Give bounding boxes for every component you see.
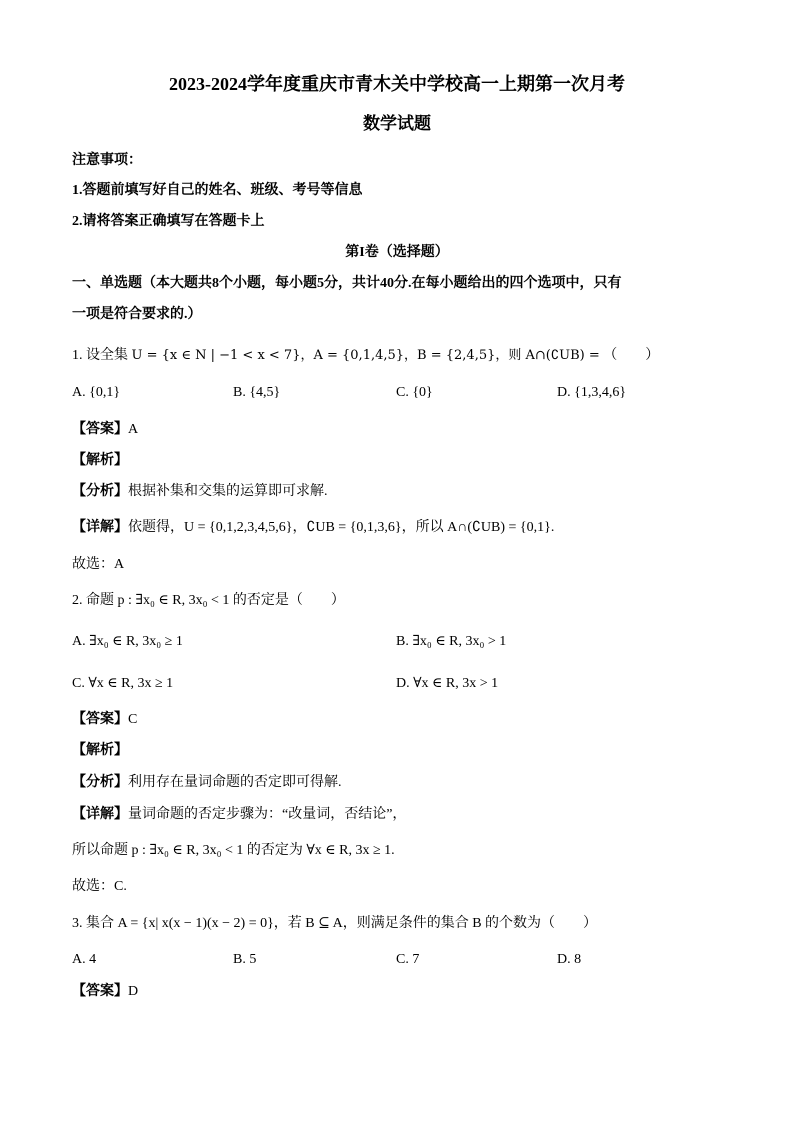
q1-option-b: B. {4,5} xyxy=(233,385,281,400)
page-title: 2023-2024学年度重庆市青木关中学校高一上期第一次月考 xyxy=(169,74,625,94)
fenxi-tag: 【分析】 xyxy=(72,484,128,499)
q1-option-c: C. {0} xyxy=(396,385,433,400)
q1-analysis-tag: 【解析】 xyxy=(72,453,128,468)
q1-fenxi xyxy=(72,482,328,502)
q2-fenxi-text: 利用存在量词命题的否定即可得解. xyxy=(128,775,342,790)
q2-choose: 故选：C. xyxy=(72,879,127,894)
q2-option-c: C. ∀x ∈ R, 3x ≥ 1 xyxy=(72,676,174,691)
fenxi-tag: 【分析】 xyxy=(72,775,128,790)
q1-choose: 故选：A xyxy=(72,557,125,572)
q2-analysis-tag: 【解析】 xyxy=(72,743,128,758)
notice-item-1: 1.答题前填写好自己的姓名、班级、考号等信息 xyxy=(72,183,363,198)
q2-answer-value: C xyxy=(128,712,138,727)
q3-stem: 3. 集合 A = {x| x(x − 1)(x − 2) = 0}，若 B ⊆ A，则满足条件的集合 B 的个数为（ ） xyxy=(72,916,598,931)
q2-detail-text: 量词命题的否定步骤为：“改量词，否结论”， xyxy=(128,807,407,822)
detail-tag: 【详解】 xyxy=(72,520,128,535)
q2-option-d: D. ∀x ∈ R, 3x > 1 xyxy=(396,676,499,691)
q3-option-c: C. 7 xyxy=(396,952,420,967)
notice-item-2: 2.请将答案正确填写在答题卡上 xyxy=(72,214,265,229)
q1-answer xyxy=(72,420,138,440)
q1-stem-prefix: 1. 设全集 xyxy=(72,348,128,363)
q1-stem-suffix: （ ） xyxy=(603,348,660,363)
q1-option-a: A. {0,1} xyxy=(72,385,121,400)
q1-fenxi-text: 根据补集和交集的运算即可求解. xyxy=(128,484,328,499)
q1-detail xyxy=(72,518,554,538)
q2-stem: 2. 命题 p : ∃x₀ ∈ R, 3x₀ < 1 的否定是（ ） xyxy=(72,593,345,608)
page-subtitle: 数学试题 xyxy=(363,114,431,133)
q3-answer-value: D xyxy=(128,984,139,999)
q1-answer-value: A xyxy=(128,422,139,437)
q3-answer xyxy=(72,982,138,1002)
q2-detail-2: 所以命题 p : ∃x₀ ∈ R, 3x₀ < 1 的否定为 ∀x ∈ R, 3x ≥ 1. xyxy=(72,843,395,858)
q3-option-b: B. 5 xyxy=(233,952,257,967)
answer-tag: 【答案】 xyxy=(72,712,128,727)
q2-fenxi xyxy=(72,773,342,793)
q1-option-d: D. {1,3,4,6} xyxy=(557,385,627,400)
q1-detail-text: 依题得，U = {0,1,2,3,4,5,6}，∁UB = {0,1,3,6}，所以 A∩(∁UB) = {0,1}. xyxy=(128,520,555,535)
section-instruction-line-2: 一项是符合要求的.） xyxy=(72,307,202,322)
q2-answer xyxy=(72,710,137,730)
volume-heading: 第I卷（选择题） xyxy=(345,245,449,260)
q3-option-d: D. 8 xyxy=(557,952,582,967)
section-instruction-line-1: 一、单选题（本大题共8个小题，每小题5分，共计40分.在每小题给出的四个选项中，只有 xyxy=(72,276,622,291)
answer-tag: 【答案】 xyxy=(72,984,128,999)
q2-option-b: B. ∃x₀ ∈ R, 3x₀ > 1 xyxy=(396,634,507,649)
q2-detail xyxy=(72,805,406,825)
q1-stem xyxy=(72,346,659,366)
notice-heading: 注意事项： xyxy=(72,153,142,168)
q1-stem-math: U = {x ∈ N | −1 < x < 7}，A = {0,1,4,5}，B = {2,4,5}，则 A∩(∁UB) = xyxy=(131,348,600,363)
q2-option-a: A. ∃x₀ ∈ R, 3x₀ ≥ 1 xyxy=(72,634,183,649)
detail-tag: 【详解】 xyxy=(72,807,128,822)
q3-option-a: A. 4 xyxy=(72,952,97,967)
answer-tag: 【答案】 xyxy=(72,422,128,437)
